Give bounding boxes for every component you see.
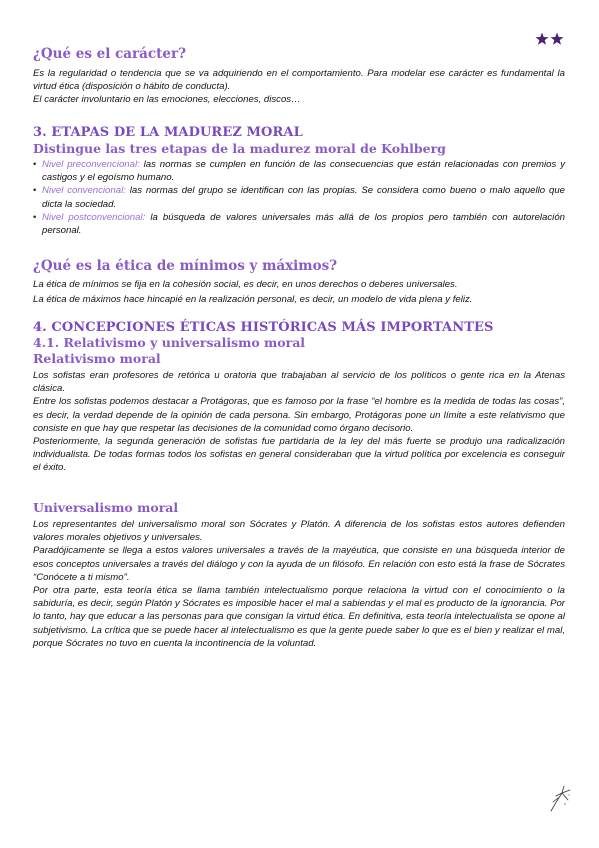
etica-title: ¿Qué es la ética de mínimos y máximos? [33,258,338,274]
two-stars-icon [535,32,565,46]
section-3 [33,125,565,237]
star-signature-icon [548,784,574,814]
list-item [33,184,565,210]
etica-paragraph-1: La ética de mínimos se fija en la cohesión social, es decir, en unos derechos o deberes universales. [33,279,458,290]
level-label: Nivel preconvencional: [42,159,140,170]
list-item [33,211,565,237]
relativismo-paragraph-2: Entre los sofistas podemos destacar a Protágoras, que es famoso por la frase “el hombre es la medida de todas las cosas”, es decir, la verdad depende de la opinión de cada persona. Sin embargo, Protágoras pone un límite a este relativismo que consiste en que hay que respetar las decisiones de la comunidad como órgano decisorio. [33,396,565,434]
relativismo-paragraph-1: Los sofistas eran profesores de retórica u oratoria que trabajaban al servicio de los políticos o gente rica en la Atenas clásica. [33,370,565,395]
universalismo-paragraph-1: Los representantes del universalismo moral son Sócrates y Platón. A diferencia de los sofistas estos autores defienden valores morales objetivos y universales. [33,519,565,544]
section-3-subtitle: Distingue las tres etapas de la madurez moral de Kohlberg [33,141,446,156]
level-text: las normas del grupo se identifican con las propias. Se considera como bueno o malo aquello que dicta la sociedad. [42,185,565,210]
caracter-paragraph-1: Es la regularidad o tendencia que se va adquiriendo en el comportamiento. Para modelar ese carácter es fundamental la virtud ética (disposición o hábito de conducta). [33,68,565,93]
universalismo-paragraph-3: Por otra parte, esta teoría ética se llama también intelectualismo porque relaciona la virtud con el conocimiento o la sabiduría, es decir, según Platón y Sócrates es imposible hacer el mal a sabiendas y el mal es producto de la ignorancia. Por lo tanto, hay que educar a las personas para que consigan la virtud ética. En definitiva, esta teoría intelectualista se opone al subjetivismo. La crítica que se puede hacer al intelectualismo es que la gente puede saber lo que es el bien y realizar el mal, porque Sócrates no tuvo en cuenta la incontinencia de la voluntad. [33,585,565,649]
level-text: la búsqueda de valores universales más allá de los propios pero también con autorelación personal. [42,211,565,237]
etica-section [33,258,565,306]
universalismo-section [33,500,565,650]
universalismo-paragraph-2: Paradójicamente se llega a estos valores universales a través de la mayéutica, que consiste en una búsqueda interior de esos conceptos universales a través del diálogo y con la ayuda de un filósofo. En relación con esto está la frase de Sócrates “Conócete a ti mismo”. [33,545,565,583]
universalismo-title: Universalismo moral [33,500,179,515]
relativismo-title: Relativismo moral [33,351,161,366]
relativismo-paragraph-3: Posteriormente, la segunda generación de sofistas fue partidaria de la ley del más fuerte se produjo una radicalización individualista. De todas formas todos los sofistas en general consideraban que la virtud política por excelencia es conseguir el éxito. [33,436,565,474]
section-4-1-title: 4.1. Relativismo y universalismo moral [33,335,306,350]
level-label: Nivel convencional: [42,185,126,197]
caracter-title: ¿Qué es el carácter? [33,46,186,62]
caracter-paragraph-2: El carácter involuntario en las emociones, elecciones, discos… [33,94,301,106]
level-text: las normas se cumplen en función de las consecuencias que están relacionadas con premios y castigos y el egoísmo humano. [42,159,565,184]
section-4-title: 4. CONCEPCIONES ÉTICAS HISTÓRICAS MÁS IMPORTANTES [33,320,494,335]
list-item [33,158,565,184]
caracter-section [33,46,565,107]
section-4 [33,320,565,475]
level-label: Nivel postconvencional: [42,211,146,223]
etica-paragraph-2: La ética de máximos hace hincapié en la realización personal, es decir, un modelo de vida plena y feliz. [33,294,473,306]
section-3-title: 3. ETAPAS DE LA MADUREZ MORAL [33,125,303,140]
kohlberg-levels-list [33,158,565,237]
